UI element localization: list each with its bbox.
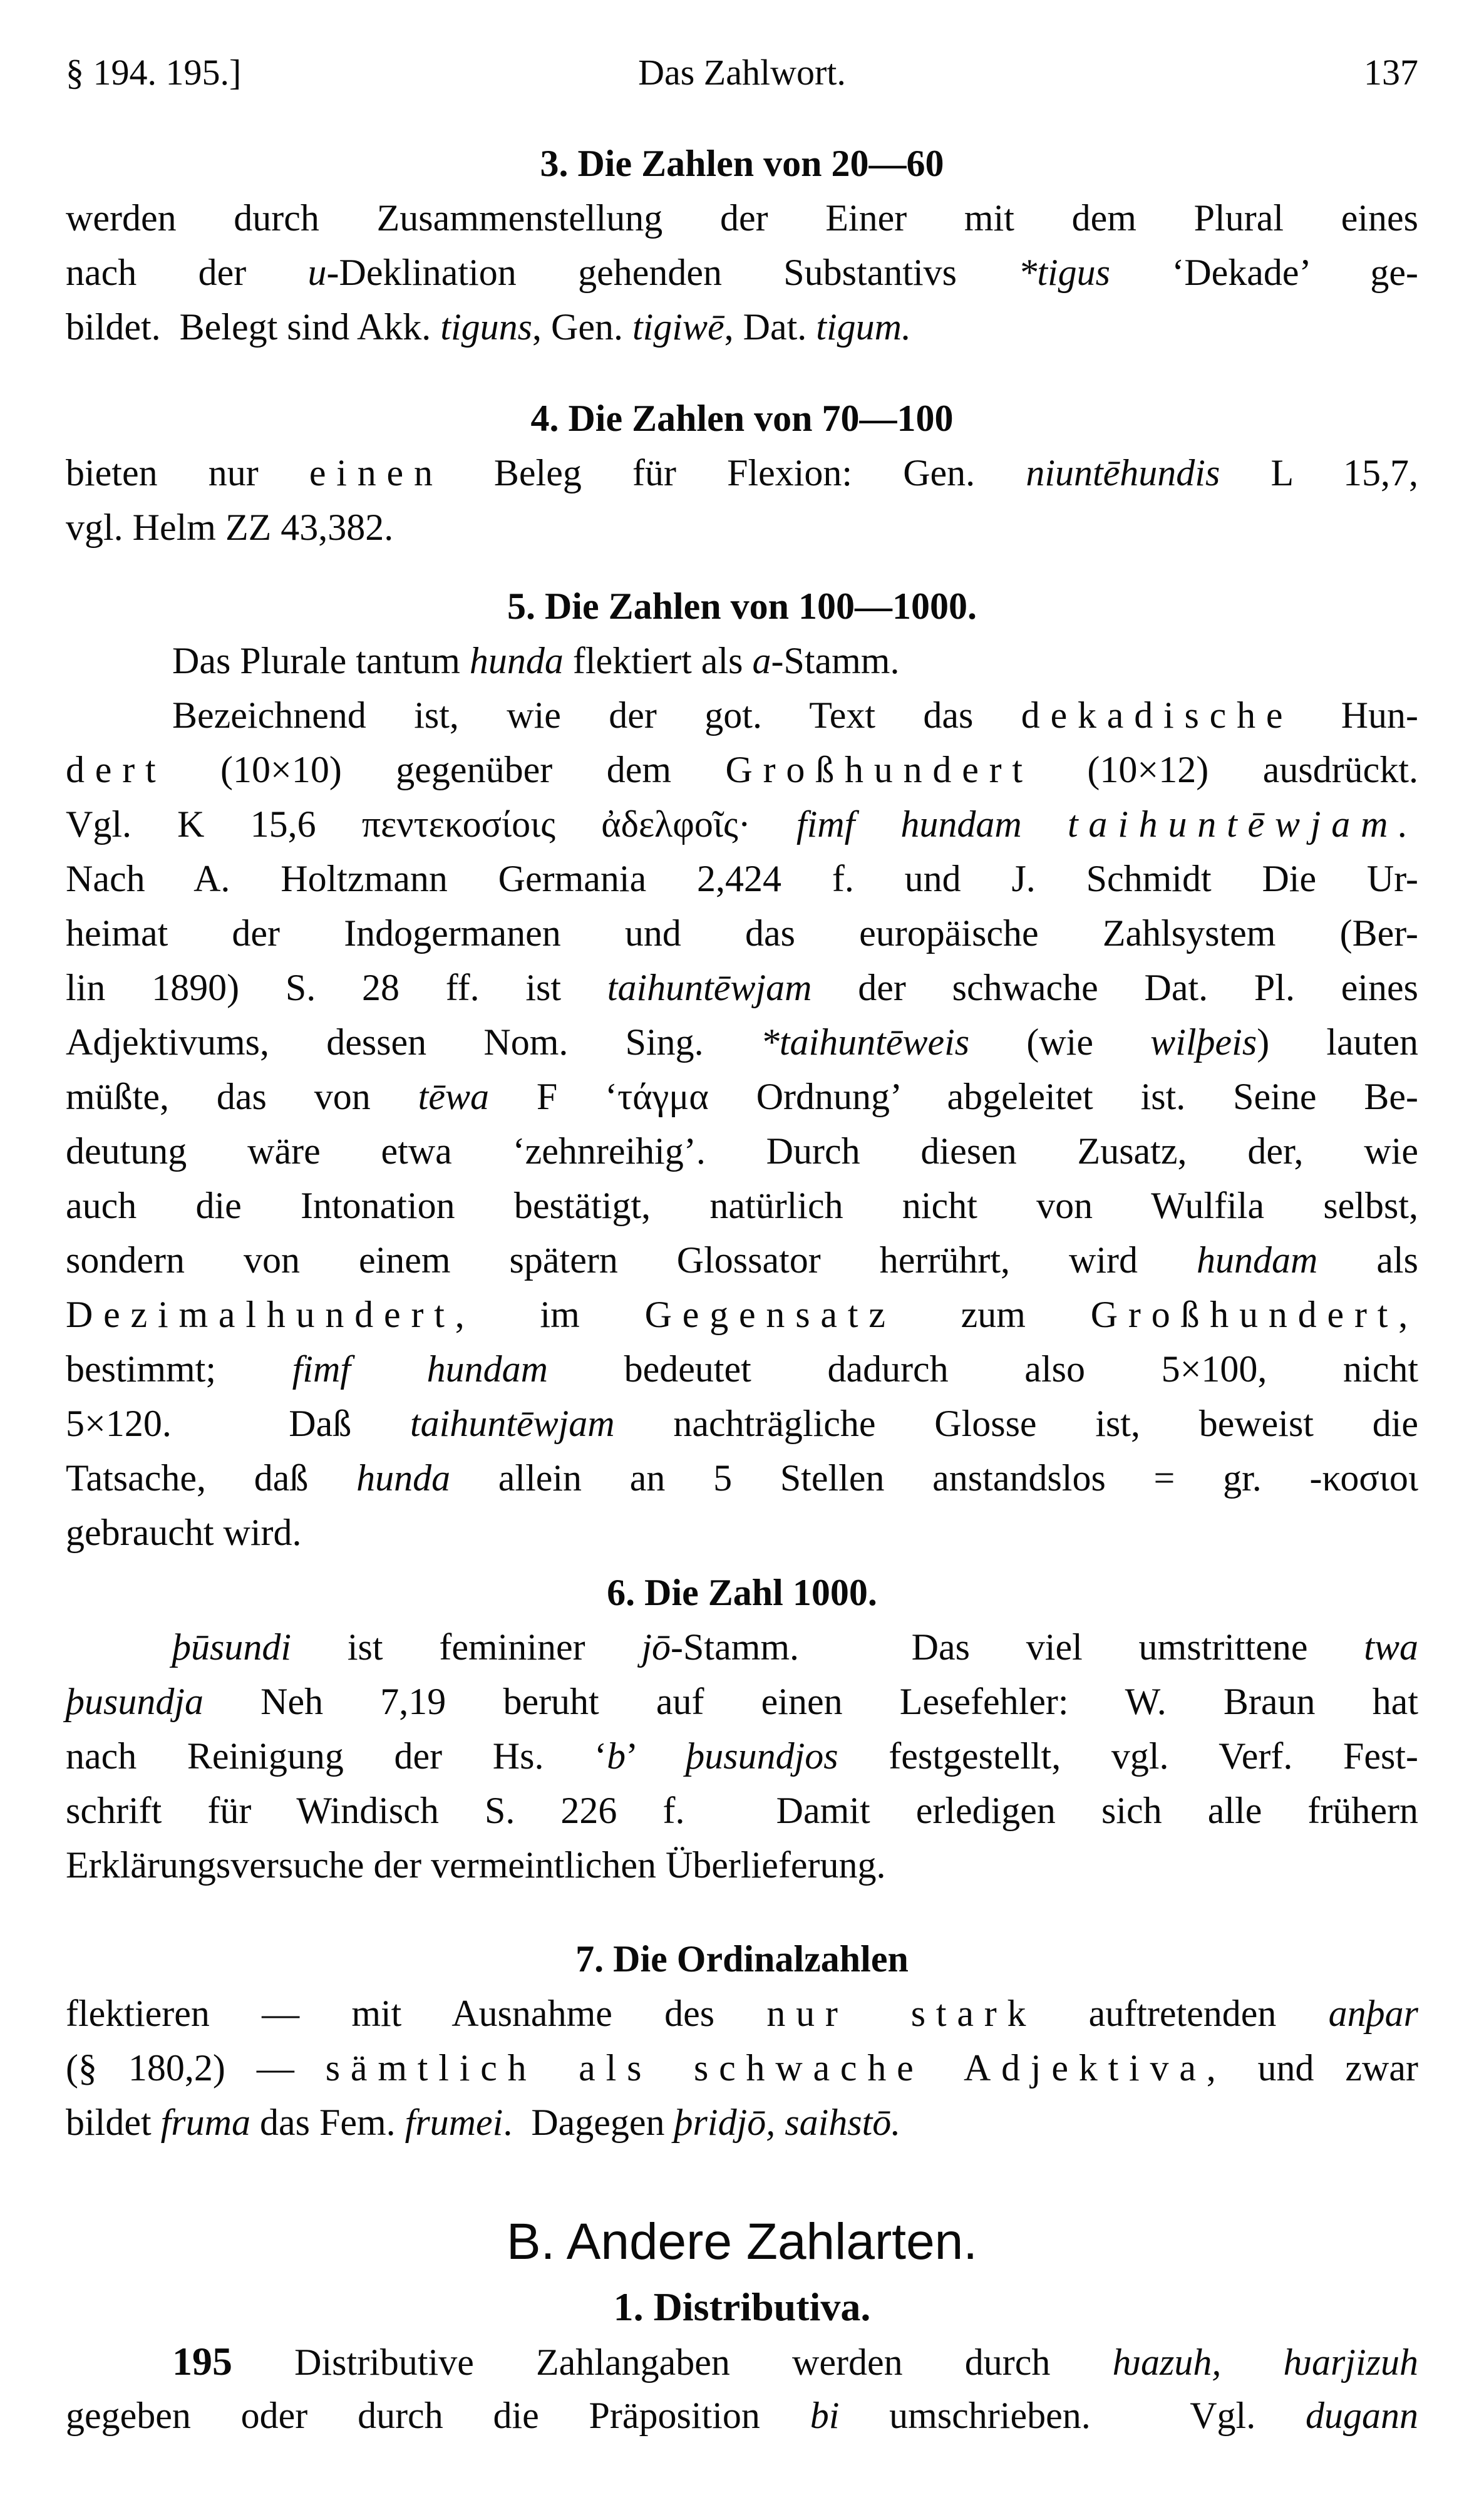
section-7 bbox=[66, 1932, 1418, 2150]
text-line: bildet fruma das Fem. frumei. Dagegen þridjō, saihstō. bbox=[66, 2102, 901, 2143]
text-line: Das Plurale tantum hunda flektiert als a-Stamm. bbox=[172, 640, 900, 681]
paragraph-number: 195 bbox=[172, 2339, 232, 2384]
text-line: sondern von einem spätern Glossator herrührt, wird hundam als bbox=[66, 1239, 1418, 1281]
running-head bbox=[66, 51, 1418, 101]
text-line: þusundja Neh 7,19 beruht auf einen Lesefehler: W. Braun hat bbox=[66, 1681, 1418, 1722]
page-number: 137 bbox=[1364, 52, 1418, 93]
text-line: Nach A. Holtzmann Germania 2,424 f. und J. Schmidt Die Ur- bbox=[66, 858, 1418, 899]
section-heading: 6. Die Zahl 1000. bbox=[607, 1572, 877, 1613]
section-3 bbox=[66, 137, 1418, 354]
text-line: Bezeichnend ist, wie der got. Text das dekadische Hun- bbox=[172, 695, 1419, 736]
section-reference: § 194. 195.] bbox=[66, 52, 242, 93]
section-6 bbox=[66, 1566, 1418, 1893]
section-5 bbox=[66, 579, 1418, 1560]
text-line: flektieren — mit Ausnahme des nur stark auftretenden anþar bbox=[66, 1993, 1419, 2034]
text-line: þūsundi ist femininer jō-Stamm. Das viel umstrittene twa bbox=[172, 1626, 1418, 1668]
text-line: heimat der Indogermanen und das europäische Zahlsystem (Ber- bbox=[66, 912, 1418, 954]
part-heading: B. Andere Zahlarten. bbox=[506, 2213, 978, 2270]
text-line: vgl. Helm ZZ 43,382. bbox=[66, 507, 394, 548]
text-line: Adjektivums, dessen Nom. Sing. *taihuntēweis (wie wilþeis) lauten bbox=[66, 1021, 1418, 1063]
text-line: dert (10×10) gegenüber dem Großhundert (10×12) ausdrückt. bbox=[66, 749, 1418, 790]
text-line: bestimmt; fimf hundam bedeutet dadurch also 5×100, nicht bbox=[66, 1348, 1419, 1390]
text-line: Dezimalhundert, im Gegensatz zum Großhundert, bbox=[66, 1294, 1418, 1335]
section-heading: 3. Die Zahlen von 20—60 bbox=[540, 143, 944, 184]
text-line: nach Reinigung der Hs. ‘b’ þusundjos festgestellt, vgl. Verf. Fest- bbox=[66, 1735, 1418, 1777]
text-line: bildet. Belegt sind Akk. tiguns, Gen. tigiwē, Dat. tigum. bbox=[66, 306, 911, 348]
subsection-heading: 1. Distributiva. bbox=[613, 2285, 871, 2329]
text-line: Tatsache, daß hunda allein an 5 Stellen anstandslos = gr. -κοσιοι bbox=[66, 1457, 1418, 1499]
part-b bbox=[66, 2204, 1418, 2443]
text-line: bieten nur einen Beleg für Flexion: Gen. niuntēhundis L 15,7, bbox=[66, 452, 1418, 493]
section-heading: 5. Die Zahlen von 100—1000. bbox=[507, 586, 977, 627]
text-line: Erklärungsversuche der vermeintlichen Überlieferung. bbox=[66, 1844, 886, 1886]
text-line: 5×120. Daß taihuntēwjam nachträgliche Glosse ist, beweist die bbox=[66, 1403, 1418, 1444]
chapter-title: Das Zahlwort. bbox=[638, 52, 846, 93]
section-heading: 4. Die Zahlen von 70—100 bbox=[530, 398, 954, 439]
text-line: lin 1890) S. 28 ff. ist taihuntēwjam der schwache Dat. Pl. eines bbox=[66, 967, 1419, 1008]
text-line: werden durch Zusammenstellung der Einer mit dem Plural eines bbox=[66, 197, 1418, 239]
text-line: Vgl. K 15,6 πεντεκοσίοις ἀδελφοῖς· fimf hundam taihuntēwjam. bbox=[66, 803, 1418, 845]
text-line: gebraucht wird. bbox=[66, 1512, 302, 1553]
text-line: deutung wäre etwa ‘zehnreihig’. Durch diesen Zusatz, der, wie bbox=[66, 1130, 1418, 1172]
text-line: müßte, das von tēwa F ‘τάγμα Ordnung’ abgeleitet ist. Seine Be- bbox=[66, 1076, 1418, 1117]
text-line: schrift für Windisch S. 226 f. Damit erledigen sich alle frühern bbox=[66, 1790, 1418, 1831]
section-heading: 7. Die Ordinalzahlen bbox=[575, 1938, 909, 1980]
text-line: gegeben oder durch die Präposition bi umschrieben. Vgl. dugann bbox=[66, 2395, 1418, 2436]
section-4 bbox=[66, 391, 1418, 555]
text-line: nach der u-Deklination gehenden Substantivs *tigus ‘Dekade’ ge- bbox=[66, 252, 1419, 293]
text-line: auch die Intonation bestätigt, natürlich nicht von Wulfila selbst, bbox=[66, 1185, 1418, 1226]
text-line: 195 Distributive Zahlangaben werden durch ƕazuh, ƕarjizuh bbox=[172, 2339, 1418, 2384]
text-line: (§ 180,2) — sämtlich als schwache Adjektiva, und zwar bbox=[66, 2047, 1418, 2089]
